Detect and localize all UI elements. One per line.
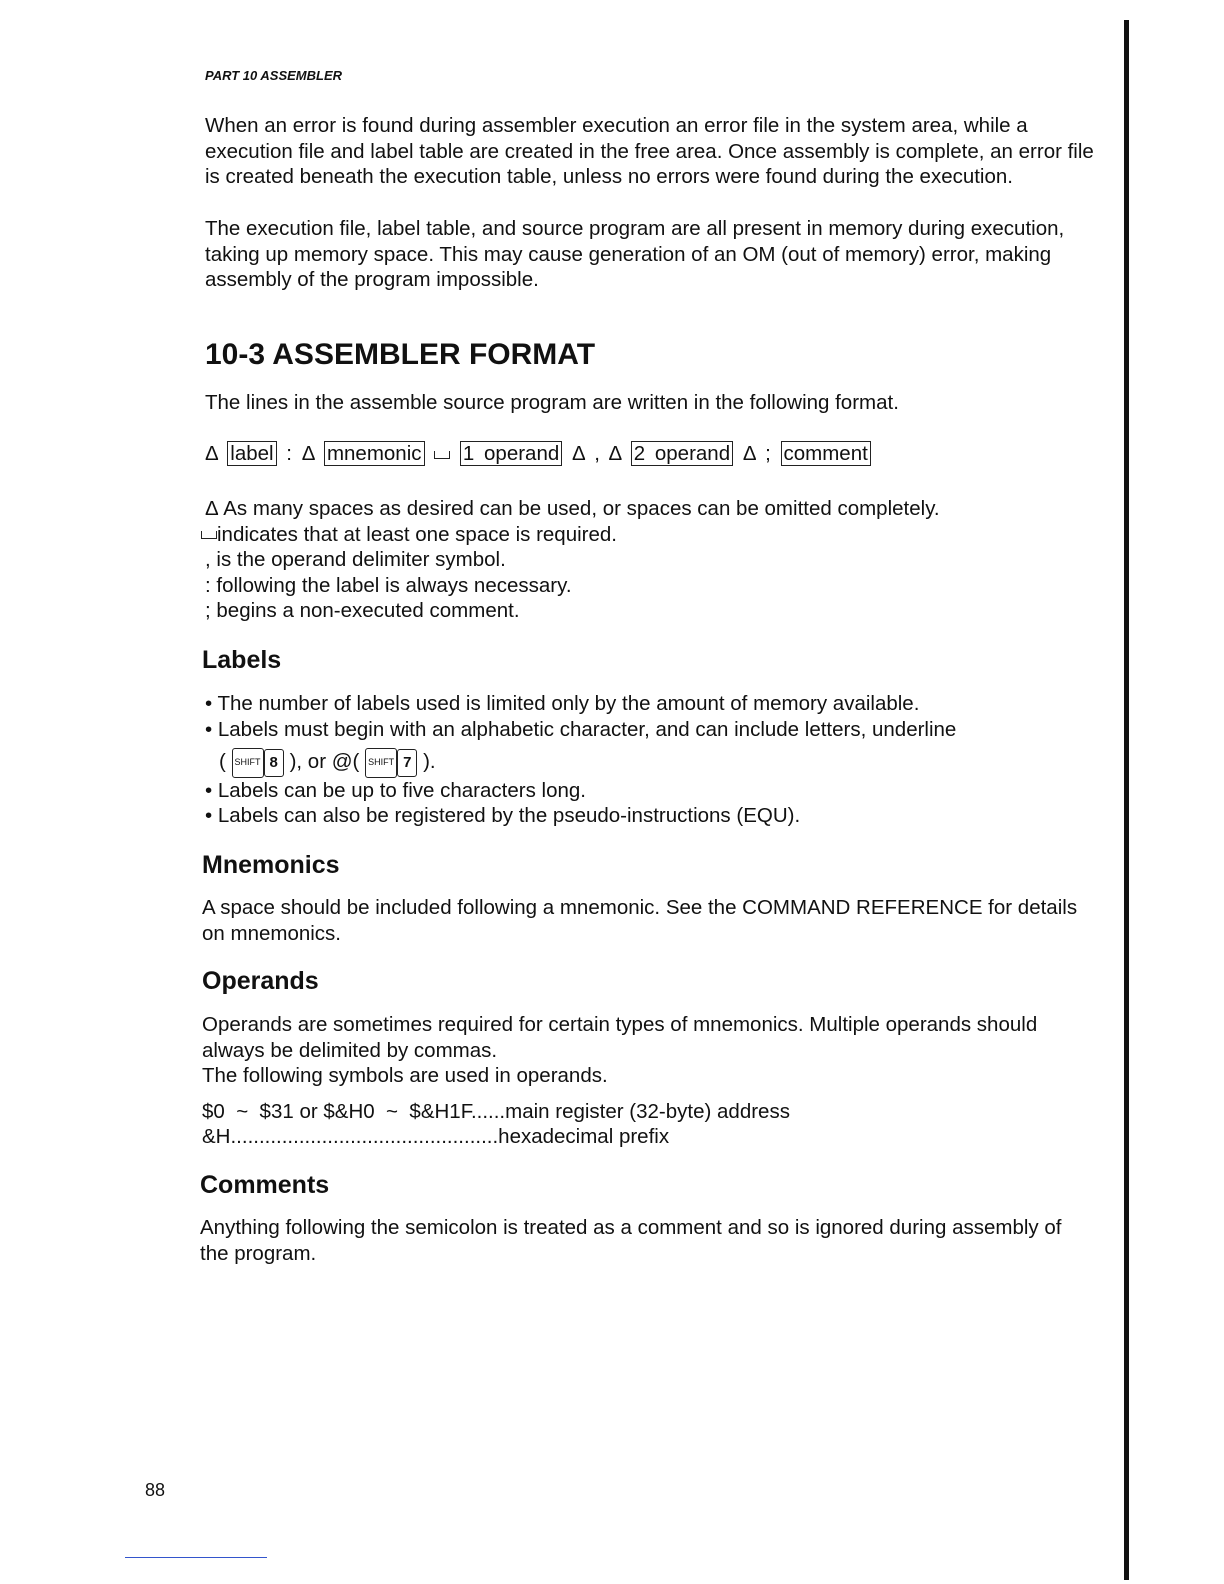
- list-item: • Labels can be up to five characters long.: [205, 778, 586, 802]
- notes: [205, 496, 1095, 624]
- delta-symbol: Δ: [301, 442, 315, 465]
- delta-symbol: Δ: [571, 442, 585, 465]
- page-number: 88: [145, 1480, 166, 1500]
- operand-symbol-row: &H...............................................hexadecimal prefix: [202, 1125, 670, 1148]
- operand-symbol-row: $0 ~ $31 or $&H0 ~ $&H1F......main register (32-byte) address: [202, 1100, 790, 1123]
- text: (: [219, 750, 226, 774]
- comments-text: Anything following the semicolon is treated as a comment and so is ignored during assembly of the program.: [200, 1216, 1062, 1265]
- labels-heading: Labels: [202, 646, 282, 674]
- scan-edge-line: [1124, 20, 1129, 1580]
- space-symbol-icon: [201, 531, 217, 539]
- text: ).: [423, 750, 436, 774]
- colon: :: [286, 442, 292, 465]
- running-header: PART 10 ASSEMBLER: [205, 68, 343, 83]
- list-item-continuation: [219, 748, 1095, 778]
- comma: ,: [594, 442, 600, 465]
- semicolon: ;: [765, 442, 771, 465]
- operand2-box: 2 operand: [631, 441, 733, 466]
- mnemonics-heading: Mnemonics: [202, 851, 340, 879]
- delta-symbol: Δ: [608, 442, 622, 465]
- key-8-icon: 8: [264, 749, 284, 777]
- note-item: : following the label is always necessary.: [205, 573, 572, 597]
- footer-line: [125, 1557, 267, 1558]
- list-item: • Labels must begin with an alphabetic character, and can include letters, underline: [205, 717, 957, 741]
- label-box: label: [227, 441, 276, 466]
- key-7-icon: 7: [397, 749, 417, 777]
- note-item: Δ As many spaces as desired can be used, or spaces can be omitted completely.: [205, 497, 940, 520]
- mnemonics-text: A space should be included following a mnemonic. See the COMMAND REFERENCE for details on mnemonics.: [202, 896, 1078, 945]
- note-text: indicates that at least one space is required.: [217, 522, 617, 546]
- operand1-box: 1 operand: [460, 441, 562, 466]
- comments-heading: Comments: [200, 1171, 330, 1199]
- comment-box: comment: [781, 441, 871, 466]
- text: ), or @(: [289, 750, 360, 774]
- delta-symbol: Δ: [205, 442, 218, 465]
- format-intro: The lines in the assemble source program are written in the following format.: [205, 391, 899, 414]
- shift-key-icon: SHIFT: [232, 748, 264, 778]
- note-item: , is the operand delimiter symbol.: [205, 548, 506, 571]
- intro-paragraph-2: The execution file, label table, and source program are all present in memory during execution, taking up memory space. This may cause generation of an OM (out of memory) error, making assembly of the program impossible.: [205, 217, 1065, 291]
- section-title: 10-3 ASSEMBLER FORMAT: [205, 338, 596, 371]
- shift-key-icon: SHIFT: [365, 748, 397, 778]
- list-item: • The number of labels used is limited only by the amount of memory available.: [205, 692, 920, 715]
- list-item: • Labels can also be registered by the pseudo-instructions (EQU).: [205, 804, 801, 827]
- operands-heading: Operands: [202, 967, 319, 995]
- note-item: ; begins a non-executed comment.: [205, 599, 520, 622]
- labels-list: [205, 691, 1095, 829]
- operands-text-2: The following symbols are used in operands.: [202, 1064, 608, 1087]
- format-line: [205, 442, 871, 466]
- operands-text-1: Operands are sometimes required for certain types of mnemonics. Multiple operands should always be delimited by commas.: [202, 1013, 1038, 1062]
- space-symbol-icon: [434, 451, 450, 459]
- delta-symbol: Δ: [742, 442, 756, 465]
- mnemonic-box: mnemonic: [324, 441, 425, 466]
- intro-paragraph-1: When an error is found during assembler execution an error file in the system area, while a execution file and label table are created in the free area. Once assembly is complete, an error file is created beneath the execution table, unless no errors were found during the execution.: [205, 114, 1094, 188]
- note-item: [201, 522, 1095, 548]
